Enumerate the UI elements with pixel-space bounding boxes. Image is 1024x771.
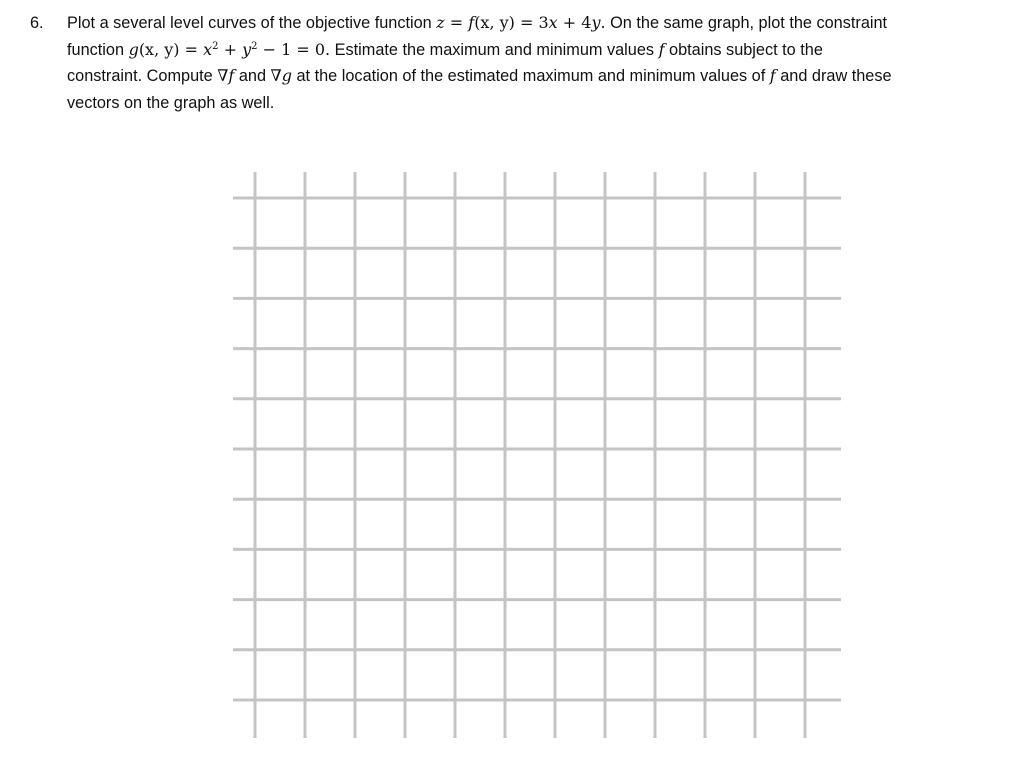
statement-line-3 bbox=[67, 63, 1015, 90]
problem-6 bbox=[30, 10, 1015, 116]
gradient-g: ∇g bbox=[270, 66, 292, 86]
statement-line2-start: function bbox=[67, 40, 129, 59]
statement-line-4: vectors on the graph as well. bbox=[67, 93, 275, 112]
objective-args: (x, y) bbox=[474, 13, 515, 32]
statement-line-1 bbox=[67, 10, 1015, 37]
constraint-plus: + bbox=[218, 39, 243, 59]
f-symbol-2: f bbox=[769, 66, 776, 86]
constraint-args: (x, y) bbox=[138, 39, 180, 59]
constraint-eq: = bbox=[179, 39, 204, 59]
statement-and: and bbox=[234, 67, 271, 86]
constraint-x-exponent: 2 bbox=[212, 40, 219, 52]
objective-f: f bbox=[468, 13, 475, 32]
statement-line3-start: constraint. Compute bbox=[67, 67, 218, 86]
objective-z: z bbox=[436, 13, 445, 32]
f-symbol: f bbox=[658, 39, 665, 59]
constraint-function bbox=[129, 40, 331, 59]
objective-y: y bbox=[591, 13, 601, 32]
statement-line2-mid: Estimate the maximum and minimum values bbox=[330, 40, 659, 59]
graph-grid bbox=[231, 170, 843, 740]
constraint-y: y bbox=[242, 39, 252, 59]
problem-number: 6. bbox=[30, 14, 44, 32]
objective-x: x bbox=[548, 13, 558, 32]
constraint-g: g bbox=[128, 39, 139, 59]
statement-line3-end: at the location of the estimated maximum and minimum values of bbox=[291, 67, 770, 86]
statement-intro: Plot a several level curves of the objective function bbox=[67, 14, 437, 32]
constraint-rest: − 1 = 0. bbox=[257, 39, 331, 59]
objective-function bbox=[436, 13, 605, 32]
objective-eq2: = 3 bbox=[514, 13, 549, 32]
constraint-y-exponent: 2 bbox=[251, 40, 258, 52]
objective-plus: + 4 bbox=[557, 13, 592, 32]
statement-line3-tail: and draw these bbox=[775, 67, 892, 86]
statement-line1-tail: On the same graph, plot the constraint bbox=[605, 14, 888, 32]
statement-line-2 bbox=[67, 37, 1015, 64]
gradient-f: ∇f bbox=[217, 66, 235, 86]
problem-statement bbox=[67, 10, 1015, 116]
statement-line2-end: obtains subject to the bbox=[664, 40, 823, 59]
graph-paper bbox=[231, 170, 843, 740]
constraint-x: x bbox=[203, 39, 213, 59]
objective-eq1: = bbox=[444, 13, 469, 32]
objective-period: . bbox=[600, 13, 606, 32]
